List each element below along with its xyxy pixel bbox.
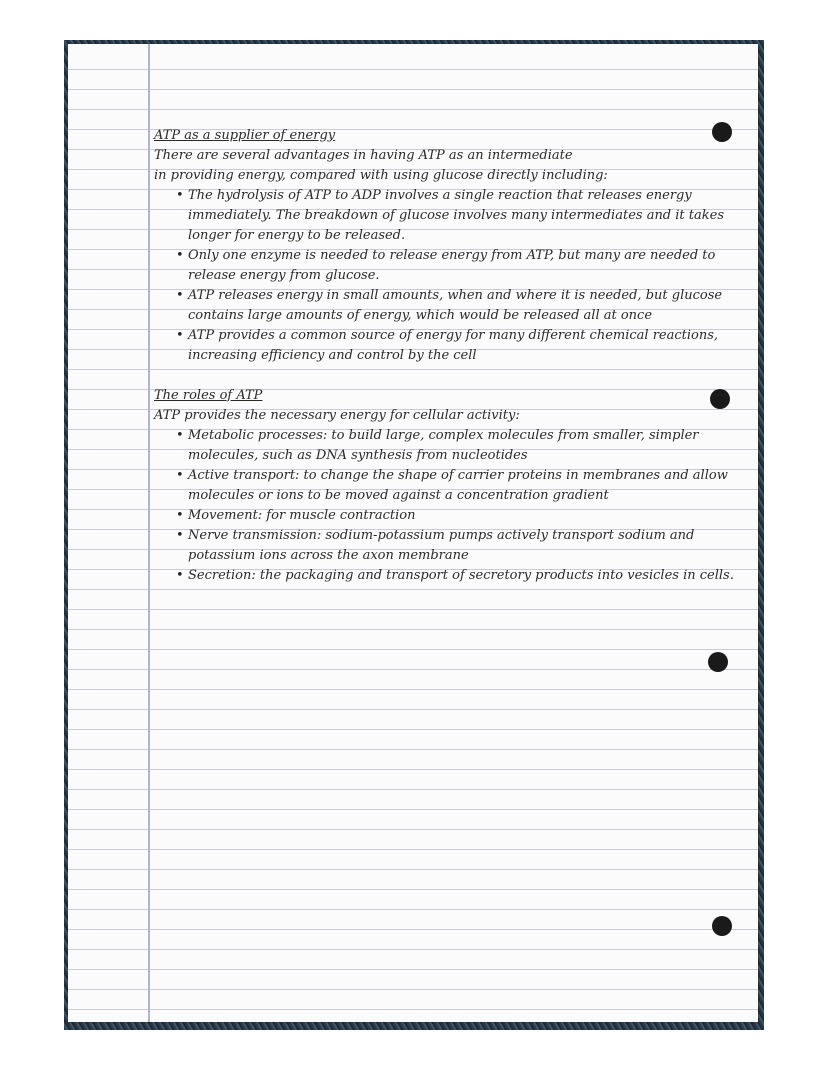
bullet-point: • Only one enzyme is needed to release energy from ATP, but many are needed to release energy from glucose. xyxy=(154,246,750,286)
punch-hole xyxy=(712,916,732,936)
section-heading-roles-of-atp: The roles of ATP xyxy=(154,388,263,403)
bullet-point: • Movement: for muscle contraction xyxy=(154,506,750,526)
section-heading-atp-supplier: ATP as a supplier of energy xyxy=(154,128,336,143)
bullet-point: • Active transport: to change the shape of carrier proteins in membranes and allow molecules or ions to be moved against a concentration gradient xyxy=(154,466,750,506)
intro-line: in providing energy, compared with using glucose directly including: xyxy=(154,168,608,183)
bullet-point: • The hydrolysis of ATP to ADP involves a single reaction that releases energy immediately. The breakdown of glucose involves many intermediates and it takes longer for energy to be released. xyxy=(154,186,750,246)
bullet-point: • Nerve transmission: sodium-potassium pumps actively transport sodium and potassium ions across the axon membrane xyxy=(154,526,750,566)
punch-hole xyxy=(708,652,728,672)
bullet-point: • ATP provides a common source of energy for many different chemical reactions, increasing efficiency and control by the cell xyxy=(154,326,750,366)
bullet-point: • Metabolic processes: to build large, complex molecules from smaller, simpler molecules, such as DNA synthesis from nucleotides xyxy=(154,426,750,466)
intro-line: ATP provides the necessary energy for cellular activity: xyxy=(154,408,520,423)
margin-line xyxy=(148,44,150,1022)
bullet-point: • Secretion: the packaging and transport of secretory products into vesicles in cells. xyxy=(154,566,750,586)
lined-paper-sheet xyxy=(68,44,758,1022)
intro-line: There are several advantages in having ATP as an intermediate xyxy=(154,148,573,163)
handwritten-notes xyxy=(154,126,750,586)
bullet-point: • ATP releases energy in small amounts, when and where it is needed, but glucose contains large amounts of energy, which would be released all at once xyxy=(154,286,750,326)
